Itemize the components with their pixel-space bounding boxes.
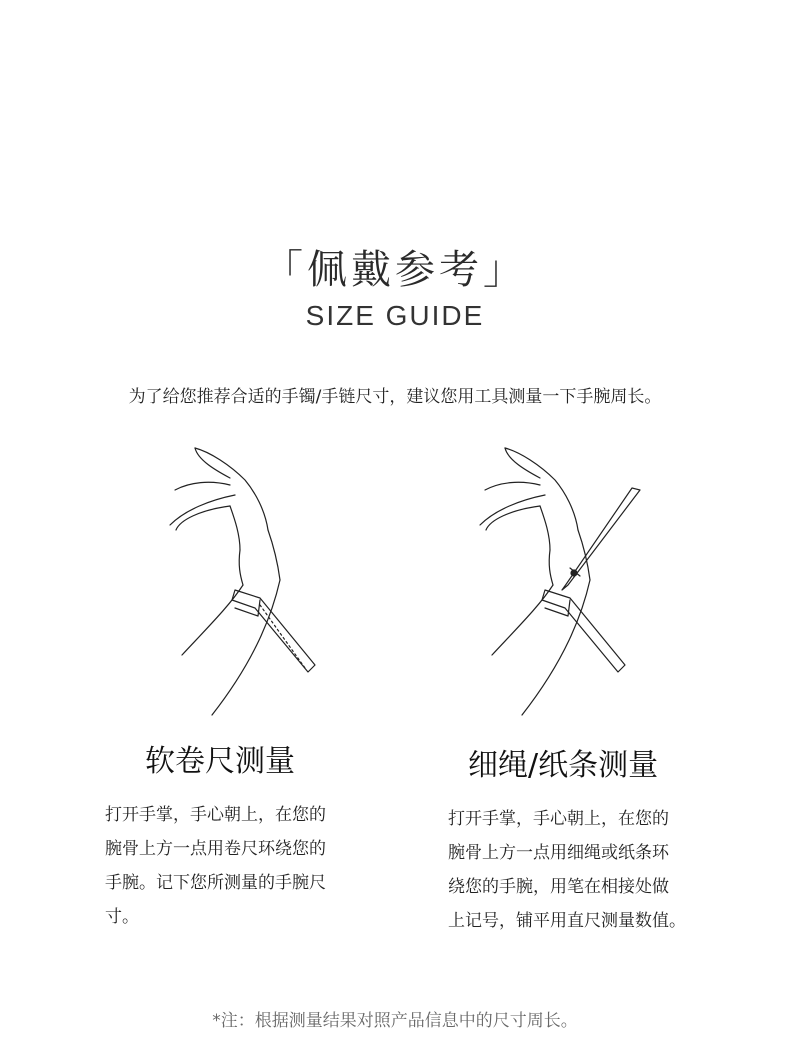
desc-line: 寸。 bbox=[105, 907, 139, 927]
string-method-title: 细绳/纸条测量 bbox=[468, 748, 659, 783]
page-title-cn: 「佩戴参考」 bbox=[263, 247, 527, 293]
page-title-en: SIZE GUIDE bbox=[305, 300, 485, 331]
footnote: *注：根据测量结果对照产品信息中的尺寸周长。 bbox=[212, 1011, 578, 1031]
tape-measure-illustration bbox=[140, 440, 340, 720]
desc-line: 上记号，铺平用直尺测量数值。 bbox=[448, 911, 686, 931]
desc-line: 腕骨上方一点用细绳或纸条环 bbox=[448, 843, 669, 863]
desc-line: 腕骨上方一点用卷尺环绕您的 bbox=[105, 839, 326, 859]
tape-method-description bbox=[105, 798, 355, 934]
string-method-description bbox=[448, 802, 698, 938]
string-pen-illustration bbox=[450, 440, 650, 720]
intro-text: 为了给您推荐合适的手镯/手链尺寸，建议您用工具测量一下手腕周长。 bbox=[128, 387, 662, 407]
tape-method-title: 软卷尺测量 bbox=[145, 744, 295, 779]
desc-line: 打开手掌，手心朝上，在您的 bbox=[448, 809, 669, 829]
desc-line: 绕您的手腕，用笔在相接处做 bbox=[448, 877, 669, 897]
desc-line: 打开手掌，手心朝上，在您的 bbox=[105, 805, 326, 825]
desc-line: 手腕。记下您所测量的手腕尺 bbox=[105, 873, 326, 893]
